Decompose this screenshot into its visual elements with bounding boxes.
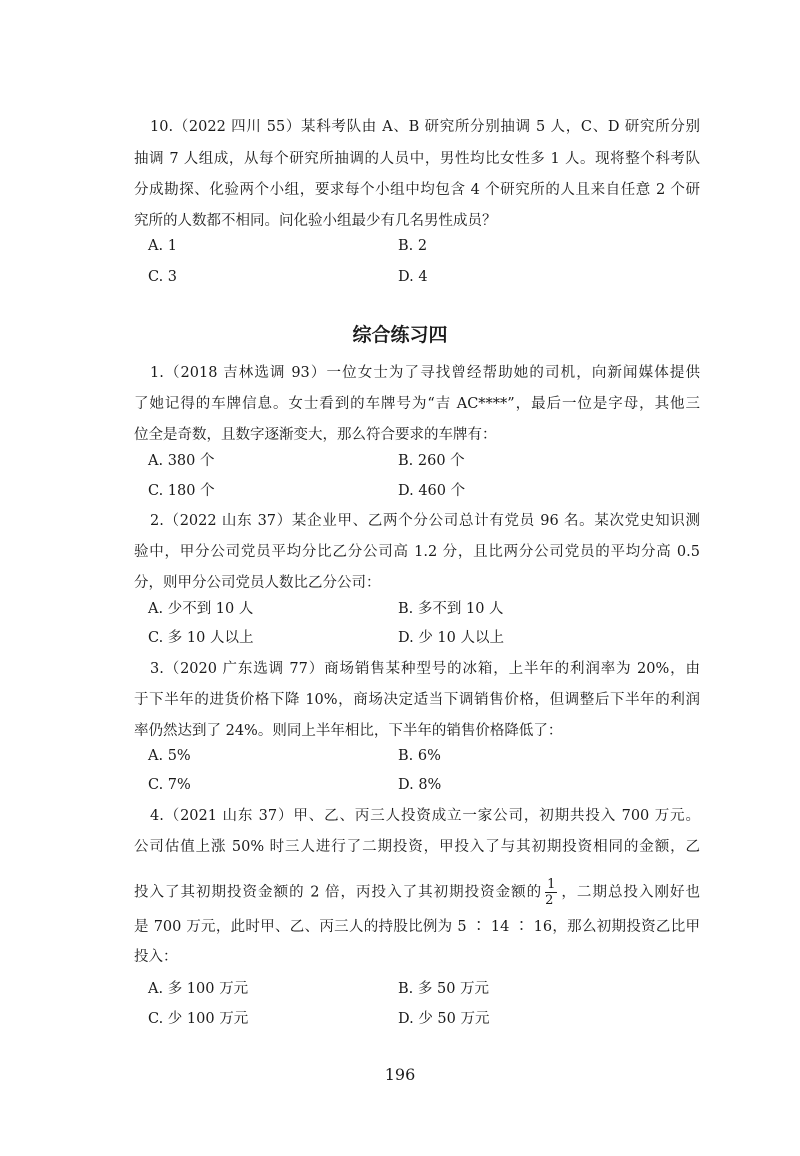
- q1-option-b: B. 260 个: [398, 453, 465, 469]
- q2-line-3: 分，则甲分公司党员人数比乙分公司：: [134, 575, 381, 591]
- page-number: 196: [384, 1065, 416, 1084]
- q10-option-d: D. 4: [398, 269, 428, 285]
- q2-line-1: 2.（2022 山东 37）某企业甲、乙两个分公司总计有党员 96 名。某次党史知识测: [150, 513, 700, 529]
- q4-option-d: D. 少 50 万元: [398, 1011, 490, 1027]
- q4-option-a: A. 多 100 万元: [148, 981, 249, 997]
- q4-line-4: 是 700 万元，此时甲、乙、丙三人的持股比例为 5 ∶ 14 ∶ 16，那么初期投资乙比甲: [134, 919, 700, 935]
- q4-option-b: B. 多 50 万元: [398, 981, 490, 997]
- q10-option-c: C. 3: [148, 269, 178, 285]
- q3-option-c: C. 7%: [148, 777, 191, 793]
- section-title: 综合练习四: [352, 324, 448, 346]
- q4-line-2: 公司估值上涨 50% 时三人进行了二期投资，甲投入了与其初期投资相同的金额，乙: [134, 839, 700, 855]
- q1-option-c: C. 180 个: [148, 483, 215, 499]
- q1-line-2: 了她记得的车牌信息。女士看到的车牌号为“吉 AC****”，最后一位是字母，其他三: [134, 396, 700, 412]
- q4-option-c: C. 少 100 万元: [148, 1011, 249, 1027]
- q3-option-b: B. 6%: [398, 748, 441, 764]
- fraction-numerator: 1: [547, 877, 556, 892]
- q10-line-3: 分成勘探、化验两个小组，要求每个小组中均包含 4 个研究所的人且来自任意 2 个研: [134, 182, 700, 198]
- q3-option-d: D. 8%: [398, 777, 442, 793]
- q1-option-d: D. 460 个: [398, 483, 466, 499]
- q3-line-3: 率仍然达到了 24%。则同上半年相比，下半年的销售价格降低了：: [134, 723, 563, 739]
- q3-line-1: 3.（2020 广东选调 77）商场销售某种型号的冰箱，上半年的利润率为 20%，由: [150, 661, 700, 677]
- fraction-one-half: [545, 878, 557, 907]
- q2-line-2: 验中，甲分公司党员平均分比乙分公司高 1.2 分，且比两分公司党员的平均分高 0.5: [134, 544, 700, 560]
- q1-line-3: 位全是奇数，且数字逐渐变大，那么符合要求的车牌有：: [134, 427, 497, 443]
- q2-option-b: B. 多不到 10 人: [398, 601, 504, 617]
- q3-option-a: A. 5%: [148, 748, 191, 764]
- q1-option-a: A. 380 个: [148, 453, 215, 469]
- q4-line-5: 投入：: [134, 949, 178, 965]
- q4-line-3-end: ，二期总投入刚好也: [560, 884, 700, 901]
- q4-line-3: [134, 878, 700, 907]
- q4-line-1: 4.（2021 山东 37）甲、乙、丙三人投资成立一家公司，初期共投入 700 万元。: [150, 808, 700, 824]
- q4-line-3-start: 投入了其初期投资金额的 2 倍，丙投入了其初期投资金额的: [134, 884, 543, 901]
- q10-line-1: 10.（2022 四川 55）某科考队由 A、B 研究所分别抽调 5 人，C、D 研究所分别: [150, 119, 700, 135]
- q3-line-2: 于下半年的进货价格下降 10%，商场决定适当下调销售价格，但调整后下半年的利润: [134, 692, 700, 708]
- q1-line-1: 1.（2018 吉林选调 93）一位女士为了寻找曾经帮助她的司机，向新闻媒体提供: [150, 365, 700, 381]
- fraction-denominator: 2: [545, 893, 554, 908]
- q10-line-2: 抽调 7 人组成，从每个研究所抽调的人员中，男性均比女性多 1 人。现将整个科考队: [134, 151, 700, 167]
- q10-option-a: A. 1: [148, 238, 177, 254]
- q2-option-a: A. 少不到 10 人: [148, 601, 254, 617]
- q10-option-b: B. 2: [398, 238, 428, 254]
- q2-option-c: C. 多 10 人以上: [148, 630, 254, 646]
- q10-line-4: 究所的人数都不相同。问化验小组最少有几名男性成员？: [134, 213, 497, 229]
- q2-option-d: D. 少 10 人以上: [398, 630, 504, 646]
